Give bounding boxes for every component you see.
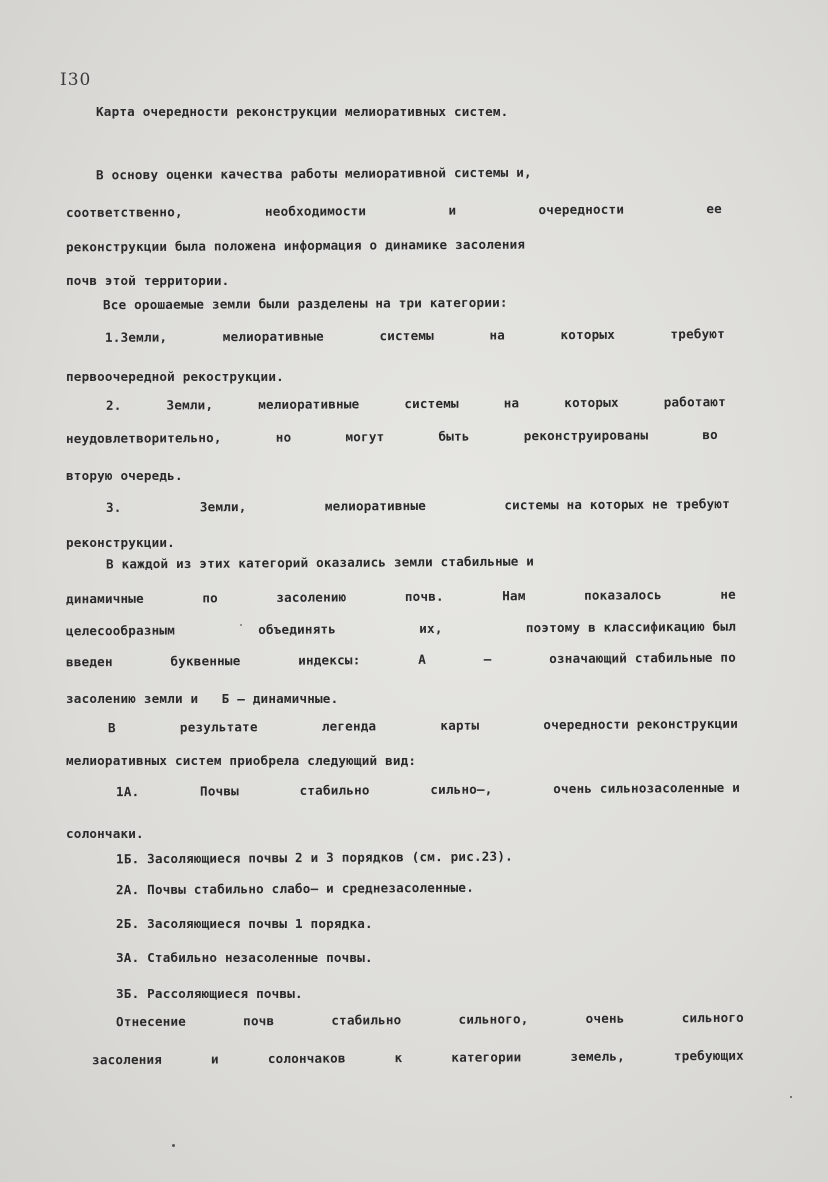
legend-3b: 3Б. Рассоляющиеся почвы. — [116, 986, 303, 1001]
word: А — [418, 651, 427, 667]
word: Земли, — [166, 397, 214, 413]
word: во — [702, 427, 718, 443]
word: очень сильнозасоленные и — [553, 779, 741, 797]
word: Отнесение — [115, 1013, 187, 1030]
word: введен — [65, 654, 113, 670]
word: целесообразным — [65, 622, 176, 639]
word: и — [210, 1051, 219, 1067]
p3-line-1: В каждой из этих категорий оказались земли стабильные и — [105, 553, 535, 572]
word: засолению — [276, 589, 347, 605]
legend-2b: 2Б. Засоляющиеся почвы 1 порядка. — [116, 916, 373, 931]
word: сильного — [681, 1009, 744, 1026]
word: очередности — [538, 201, 625, 218]
word: мелиоративные — [324, 497, 427, 514]
legend-1b: 1Б. Засоляющиеся почвы 2 и 3 порядков (см. рис.23). — [115, 848, 513, 867]
word: В — [107, 720, 116, 736]
cat3-line-1 — [106, 498, 730, 514]
word: Нам — [502, 588, 526, 604]
word: 1А. — [115, 784, 140, 800]
scan-speck — [790, 1096, 792, 1098]
p3-line-5: засолению земли и Б – динамичные. — [66, 691, 339, 706]
word: но — [275, 429, 292, 445]
page-number: I30 — [60, 70, 92, 90]
p1-line-2 — [65, 200, 722, 221]
word: работают — [663, 394, 727, 410]
p1-line-1: В основу оценки качества работы мелиоративной системы и, — [95, 164, 532, 183]
cat2-line-1 — [106, 396, 726, 412]
word: могут — [345, 429, 385, 445]
scan-speck — [240, 624, 242, 626]
cat2-line-2 — [66, 429, 718, 446]
word: необходимости — [264, 203, 367, 219]
word: земель, — [570, 1048, 625, 1064]
legend-3a: 3А. Стабильно незасоленные почвы. — [116, 950, 373, 965]
p3-line-2 — [65, 586, 736, 607]
cat1-line-2: первоочередной рекострукции. — [66, 369, 284, 384]
word: которых — [564, 394, 619, 411]
word: мелиоративные — [258, 396, 360, 412]
word: Земли, — [199, 499, 247, 515]
word: категории — [451, 1049, 522, 1065]
word: поэтому в классификацию был — [525, 618, 737, 636]
word: мелиоративные — [222, 328, 324, 345]
cat1-line-1 — [105, 328, 725, 344]
cat2-line-3: вторую очередь. — [66, 468, 183, 483]
p2-line-1: Все орошаемые земли были разделены на три категории: — [102, 294, 508, 313]
word: системы — [379, 327, 434, 344]
word: показалось — [584, 587, 662, 603]
p4-line-1 — [107, 715, 739, 736]
word: требующих — [673, 1047, 744, 1064]
legend-2a: 2А. Почвы стабильно слабо– и среднезасоленные. — [115, 879, 475, 898]
word: легенда — [321, 718, 377, 734]
word: и — [448, 202, 457, 218]
word: к — [394, 1050, 403, 1066]
cat3-line-2: реконструкции. — [66, 535, 175, 550]
word: их, — [419, 620, 443, 636]
word: на — [503, 395, 520, 411]
word: почв. — [404, 588, 444, 604]
word: сильно–, — [430, 781, 493, 797]
word: стабильно — [331, 1012, 402, 1028]
word: индексы: — [298, 652, 361, 668]
p3-line-4 — [65, 649, 737, 670]
word: очередности реконструкции — [543, 715, 739, 733]
word: 1.Земли, — [104, 329, 168, 345]
word: динамичные — [65, 590, 144, 607]
word: стабильно — [299, 782, 370, 798]
word: которых — [560, 326, 616, 343]
word: почв — [243, 1013, 275, 1029]
word: быть — [438, 428, 470, 444]
word: системы — [404, 395, 459, 412]
word: системы на которых не требуют — [504, 496, 731, 513]
p1-line-3: реконструкции была положена информация о динамике засоления — [65, 236, 526, 255]
word: карты — [440, 717, 480, 733]
word: ее — [706, 200, 722, 217]
word: неудовлетворительно, — [65, 430, 222, 446]
word: по — [202, 590, 218, 606]
legend-1a-line-1 — [115, 779, 741, 800]
word: реконструированы — [523, 427, 649, 444]
word: означающий стабильные по — [549, 649, 737, 666]
word: солончаков — [267, 1050, 346, 1067]
p4-line-2: мелиоративных систем приобрела следующий вид: — [66, 753, 417, 768]
word: засоления — [91, 1051, 163, 1068]
p3-line-3 — [65, 618, 737, 639]
word: – — [483, 651, 492, 667]
word: требуют — [670, 326, 726, 342]
p5-line-2 — [91, 1047, 744, 1068]
p5-line-1 — [115, 1009, 744, 1030]
word: объединять — [258, 621, 337, 637]
word: соответственно, — [65, 204, 183, 221]
word: Почвы — [199, 783, 239, 799]
word: на — [489, 327, 506, 343]
word: 3. — [105, 499, 122, 515]
word: результате — [179, 719, 258, 735]
legend-1a-line-2: солончаки. — [66, 826, 144, 841]
word: очень — [585, 1010, 625, 1026]
word: не — [720, 586, 736, 602]
document-title: Карта очередности реконструкции мелиоративных систем. — [96, 104, 509, 119]
p1-line-4: почв этой территории. — [66, 273, 230, 288]
scan-speck — [172, 1144, 175, 1147]
word: 2. — [105, 397, 122, 413]
word: сильного, — [458, 1011, 529, 1027]
word: буквенные — [170, 653, 241, 669]
